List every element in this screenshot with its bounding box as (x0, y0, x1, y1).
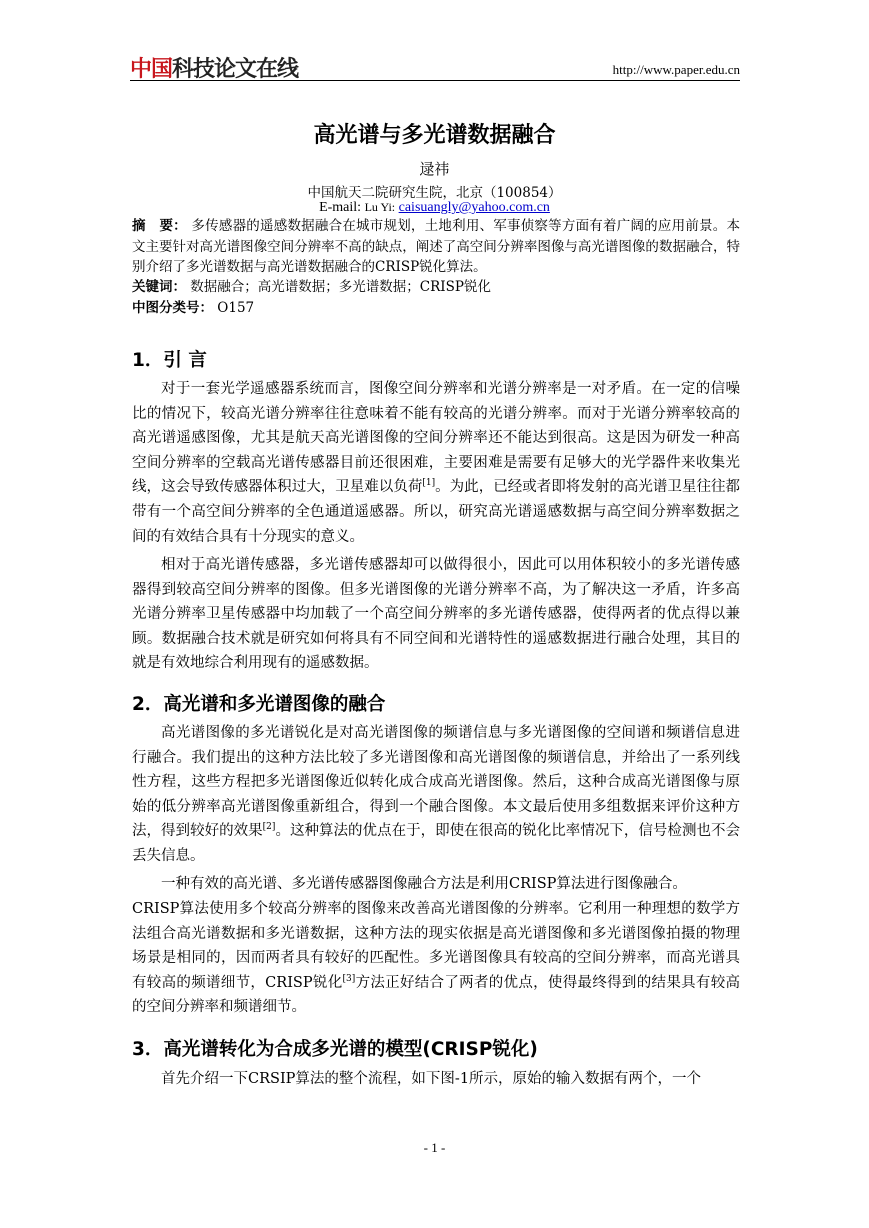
journal-header (130, 52, 740, 82)
clc-label: 中图分类号： (132, 300, 213, 316)
classification-number (132, 298, 740, 319)
paragraph (132, 872, 740, 897)
keywords (132, 277, 740, 298)
abstract-label: 摘 要： (132, 218, 187, 234)
abstract-text: 多传感器的遥感数据融合在城市规划，土地利用、军事侦察等方面有着广阔的应用前景。本文主要针对高光谱图像空间分辨率不高的缺点，阐述了高空间分辨率图像与高光谱图像的数据融合，特别介绍了多光谱数据与高光谱数据融合的CRISP锐化算法。 (132, 218, 741, 275)
paragraph-text: 相对于高光谱传感器，多光谱传感器却可以做得很小，因此可以用体积较小的多光谱传感器得到较高空间分辨率的图像。但多光谱图像的光谱分辨率不高，为了解决这一矛盾，许多高光谱分辨率卫星传感器中均加载了一个高空间分辨率的多光谱传感器，使得两者的优点得以兼顾。数据融合技术就是研究如何将具有不同空间和光谱特性的遥感数据进行融合处理，其目的就是有效地综合利用现有的遥感数据。 (132, 557, 740, 672)
logo-part-china: 中国 (130, 57, 173, 82)
journal-url[interactable]: http://www.paper.edu.cn (612, 62, 740, 77)
paragraph-text: CRISP算法使用多个较高分辨率的图像来改善高光谱图像的分辨率。它利用一种理想的数学方法组合高光谱数据和多光谱数据，这种方法的现实依据是高光谱图像和多光谱图像拍摄的物理场景是相同的，因而两者具有较好的匹配性。多光谱图像具有较高的空间分辨率，而高光谱具有较高的频谱细节，CRISP锐化 (132, 901, 740, 991)
clc-text: O157 (217, 300, 255, 316)
email-link[interactable]: caisuangly@yahoo.com.cn (398, 200, 550, 215)
paragraph (132, 553, 740, 676)
paragraph-text: 。为此，已经或者即将发射的高光谱卫星往往都带有一个高空间分辨率的全色通道遥感器。所以，研究高光谱遥感数据与高空间分辨率数据之间的有效结合具有十分现实的意义。 (132, 479, 741, 545)
keywords-text: 数据融合；高光谱数据；多光谱数据；CRISP锐化 (190, 279, 491, 295)
paper-title: 高光谱与多光谱数据融合 (313, 123, 556, 148)
section-heading-introduction: 1．引 言 (132, 350, 207, 371)
section-heading-crisp-model: 3．高光谱转化为合成多光谱的模型(CRISP锐化) (132, 1039, 538, 1060)
citation-ref[interactable]: [3] (342, 973, 356, 984)
email-name: Lu Yi: (364, 200, 396, 214)
paragraph (132, 721, 740, 869)
paragraph (132, 1067, 740, 1092)
email-label: E-mail: (319, 200, 362, 215)
paragraph (132, 897, 740, 1020)
paragraph-text: 对于一套光学遥感器系统而言，图像空间分辨率和光谱分辨率是一对矛盾。在一定的信噪比的情况下，较高光谱分辨率往往意味着不能有较高的光谱分辨率。而对于光谱分辨率较高的高光谱遥感图像，尤其是航天高光谱图像的空间分辨率还不能达到很高。这是因为研发一种高空间分辨率的空载高光谱传感器目前还很困难，主要困难是需要有足够大的光学器件来收集光线，这会导致传感器体积过大，卫星难以负荷 (132, 381, 740, 496)
keywords-label: 关键词： (132, 279, 186, 295)
paragraph-text: 。这种算法的优点在于，即使在很高的锐化比率情况下，信号检测也不会丢失信息。 (132, 823, 741, 864)
journal-logo (130, 52, 298, 83)
author-affiliation: 中国航天二院研究生院，北京（100854） (307, 185, 562, 201)
paragraph (132, 377, 740, 549)
paragraph-text: 一种有效的高光谱、多光谱传感器图像融合方法是利用CRISP算法进行图像融合。 (161, 876, 687, 892)
paragraph-text: 方法正好结合了两者的优点，使得最终得到的结果具有较高的空间分辨率和频谱细节。 (132, 974, 741, 1016)
logo-part-keji: 科技论文在线 (172, 57, 299, 82)
header-divider (130, 80, 740, 81)
citation-ref[interactable]: [1] (422, 478, 436, 489)
page-number: - 1 - (423, 1140, 446, 1155)
section-heading-fusion: 2．高光谱和多光谱图像的融合 (132, 694, 386, 715)
author-name: 逯祎 (419, 160, 450, 178)
citation-ref[interactable]: [2] (262, 822, 276, 833)
author-email (0, 200, 869, 216)
paragraph-text: 首先介绍一下CRSIP算法的整个流程，如下图-1所示，原始的输入数据有两个，一个 (161, 1071, 702, 1087)
paragraph-text: 高光谱图像的多光谱锐化是对高光谱图像的频谱信息与多光谱图像的空间谱和频谱信息进行融合。我们提出的这种方法比较了多光谱图像和高光谱图像的频谱信息，并给出了一系列线性方程，这些方程把多光谱图像近似转化成合成高光谱图像。然后，这种合成高光谱图像与原始的低分辨率高光谱图像重新组合，得到一个融合图像。本文最后使用多组数据来评价这种方法，得到较好的效果 (132, 725, 740, 840)
abstract (132, 216, 740, 278)
